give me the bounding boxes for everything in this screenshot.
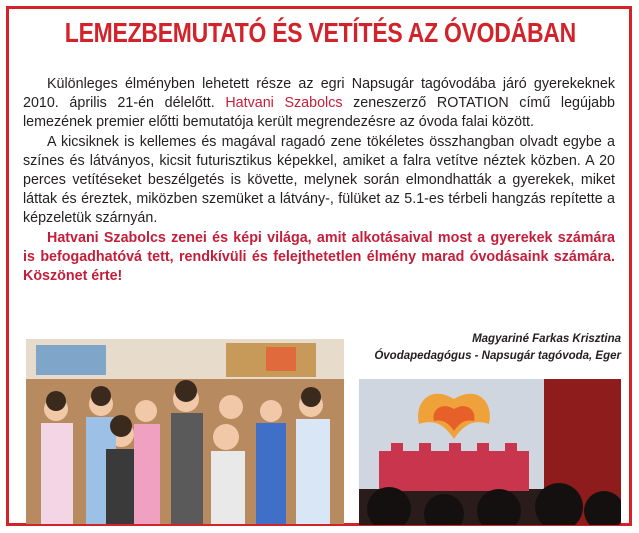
article-body	[23, 75, 615, 286]
article-headline: LEMEZBEMUTATÓ ÉS VETÍTÉS AZ ÓVODÁBAN	[64, 17, 576, 48]
paragraph-3: Hatvani Szabolcs zenei és képi világa, amit alkotásaival most a gyerekek számára is befogadhatóvá tett, rendkívüli és felejthetetlen élmény marad óvodásaink számára. Köszönet érte!	[23, 229, 615, 285]
signature-name: Magyariné Farkas Krisztina	[472, 333, 621, 345]
paragraph-1	[23, 75, 615, 133]
paragraph-1-rest: zeneszerző ROTATION című legújabb lemezének premier előtti bemutatója került megrendezésre az óvoda falai között.	[23, 95, 615, 131]
composer-name: Hatvani Szabolcs	[225, 95, 343, 112]
article-frame	[6, 6, 632, 526]
paragraph-2: A kicsiknek is kellemes és magával ragadó zene tökéletes összhangban olvadt egybe a színes és látványos, kicsit futurisztikus képekkel, amiket a falra vetítve néztek közben. A 20 perces vetítéseket beszélgetés is követte, melynek során elmondhatták a gyerekek, miket láttak és éreztek, miközben szemüket a látvány-, fülüket az 5.1-es térbeli hangzás repítette a képzeletük szárnyán.	[23, 133, 615, 227]
projection-photo	[359, 379, 621, 525]
signature-role: Óvodapedagógus - Napsugár tagóvoda, Eger	[374, 350, 621, 362]
paragraph-1-intro: Különleges élményben lehetett része az egri Napsugár tagóvodába járó gyerekeknek 2010. április 21-én délelőtt.	[23, 76, 615, 112]
signature	[374, 331, 621, 365]
children-group-photo	[26, 339, 344, 524]
